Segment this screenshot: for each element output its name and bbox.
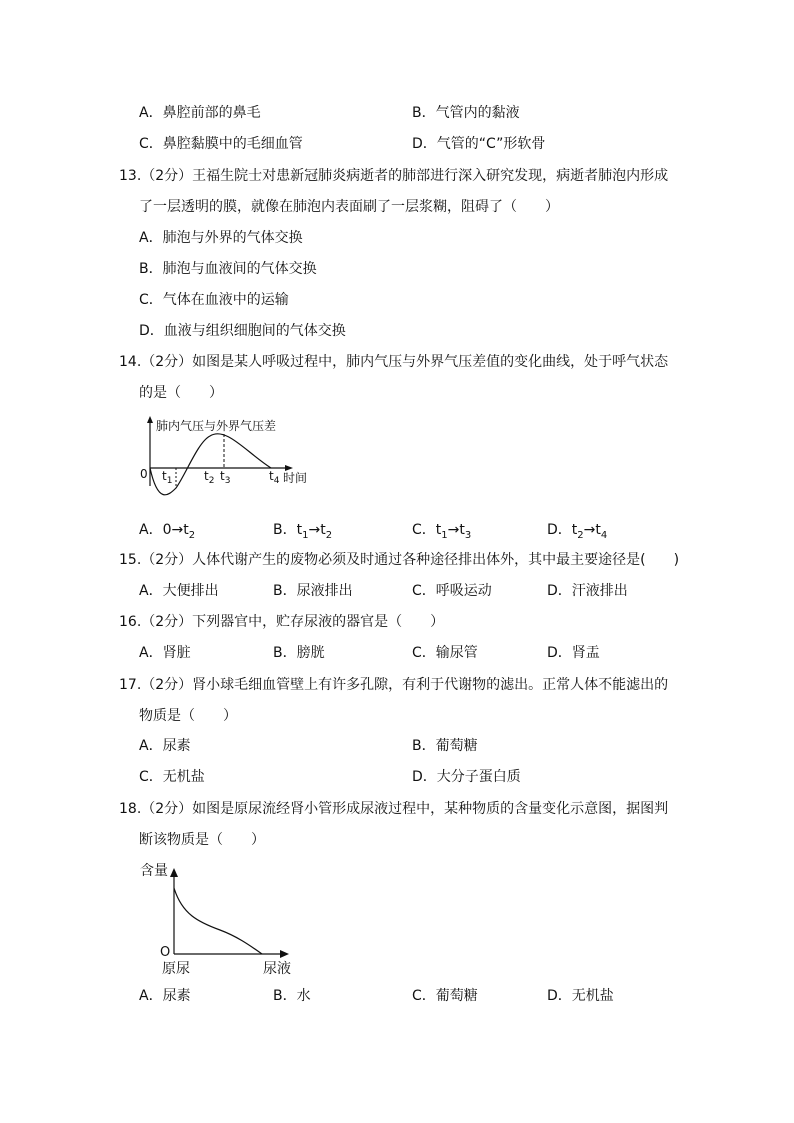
q13-stem-line2: 了一层透明的膜，就像在肺泡内表面刷了一层浆糊，阻碍了（ ） — [139, 199, 559, 215]
q14-tick-t4: $t_4$ — [269, 469, 280, 486]
q17-stem-line1: 17.（2分）肾小球毛细血管壁上有许多孔隙，有利于代谢物的滤出。正常人体不能滤出的 — [119, 677, 669, 693]
q14-pressure-curve-figure — [138, 412, 318, 504]
q14-y-axis-arrow — [147, 416, 153, 423]
q15-option-b: B．尿液排出 — [273, 583, 353, 599]
q18-option-d: D．无机盐 — [547, 988, 614, 1004]
q14-stem-line2: 的是（ ） — [139, 385, 223, 401]
q13-option-a: A．肺泡与外界的气体交换 — [139, 230, 303, 246]
q17-option-a: A．尿素 — [139, 738, 191, 754]
q14-tick-t3: $t_3$ — [220, 469, 231, 486]
q14-tick-t1: $t_1$ — [162, 469, 173, 486]
q18-origin-label: O — [160, 945, 171, 960]
q15-stem: 15.（2分）人体代谢产生的废物必须及时通过各种途径排出体外，其中最主要途径是( ) — [119, 552, 680, 568]
q18-x-axis-arrow — [280, 950, 289, 958]
q18-option-a: A．尿素 — [139, 988, 191, 1004]
q14-origin-label: 0 — [140, 467, 148, 481]
q14-option-b: B．$t_1\to t_2$ — [273, 522, 333, 541]
q17-option-c: C．无机盐 — [139, 769, 205, 785]
q12-option-d: D．气管的“C”形软骨 — [412, 136, 546, 152]
q16-stem: 16.（2分）下列器官中，贮存尿液的器官是（ ） — [119, 614, 445, 630]
q15-option-c: C．呼吸运动 — [412, 583, 492, 599]
q13-option-d: D．血液与组织细胞间的气体交换 — [139, 323, 346, 339]
q16-option-a: A．肾脏 — [139, 645, 191, 661]
q15-option-a: A．大便排出 — [139, 583, 219, 599]
q17-option-b: B．葡萄糖 — [412, 738, 478, 754]
q18-y-axis-arrow — [170, 868, 178, 877]
q14-option-d: D．$t_2\to t_4$ — [547, 522, 608, 541]
q15-option-d: D．汗液排出 — [547, 583, 628, 599]
q14-option-a: A．$0\to t_2$ — [139, 522, 196, 541]
q18-x-end-label: 尿液 — [263, 961, 291, 977]
q18-x-start-label: 原尿 — [162, 961, 190, 977]
q14-y-axis-label: 肺内气压与外界气压差 — [156, 419, 277, 433]
q13-option-c: C．气体在血液中的运输 — [139, 292, 289, 308]
q16-option-d: D．肾盂 — [547, 645, 600, 661]
q12-option-c: C．鼻腔黏膜中的毛细血管 — [139, 136, 303, 152]
q18-content-curve — [174, 888, 262, 954]
q18-stem-line1: 18.（2分）如图是原尿流经肾小管形成尿液过程中，某种物质的含量变化示意图，据图判 — [119, 801, 669, 817]
q18-option-c: C．葡萄糖 — [412, 988, 478, 1004]
q16-option-c: C．输尿管 — [412, 645, 478, 661]
q13-stem-line1: 13.（2分）王福生院士对患新冠肺炎病逝者的肺部进行深入研究发现，病逝者肺泡内形成 — [119, 168, 669, 184]
q12-option-a: A．鼻腔前部的鼻毛 — [139, 105, 261, 121]
q18-option-b: B．水 — [273, 988, 311, 1004]
q13-option-b: B．肺泡与血液间的气体交换 — [139, 261, 317, 277]
q14-option-c: C．$t_1\to t_3$ — [412, 522, 472, 541]
q17-stem-line2: 物质是（ ） — [139, 708, 237, 724]
q16-option-b: B．膀胱 — [273, 645, 325, 661]
q18-y-axis-label: 含量 — [140, 863, 168, 879]
q17-option-d: D．大分子蛋白质 — [412, 769, 521, 785]
q12-option-b: B．气管内的黏液 — [412, 105, 520, 121]
q14-tick-t2: $t_2$ — [204, 469, 215, 486]
q14-stem-line1: 14.（2分）如图是某人呼吸过程中，肺内气压与外界气压差值的变化曲线，处于呼气状态 — [119, 354, 669, 370]
q18-content-curve-figure — [140, 858, 310, 980]
q18-stem-line2: 断该物质是（ ） — [139, 832, 265, 848]
q14-x-axis-label: 时间 — [283, 471, 308, 485]
